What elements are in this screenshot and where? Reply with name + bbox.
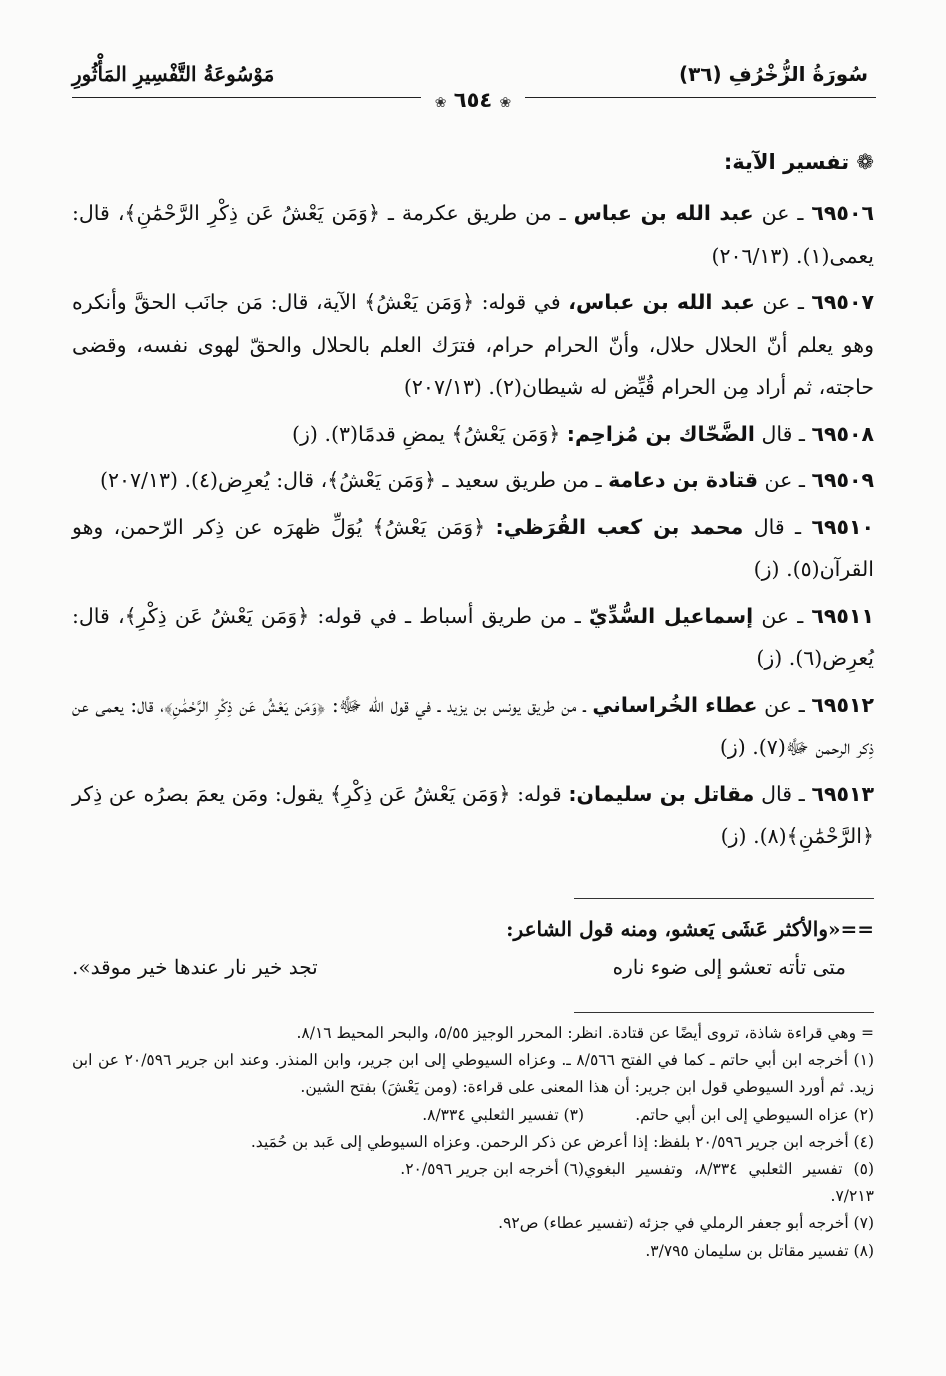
entry-connector: ـ عن: [761, 201, 804, 225]
entry-connector: ـ قال: [753, 514, 802, 539]
flower-icon: ❁: [856, 150, 874, 174]
narrator-name: مقاتل بن سليمان:: [568, 781, 755, 806]
entry: [72, 684, 874, 769]
entry-text: ـ من طريق عكرمة ـ ﴿وَمَن يَعْشُ عَن ذِكْرِ الرَّحْمَٰنِ﴾، قال: يعمى(١).: [72, 201, 874, 268]
book-title: مَوْسُوعَةُ التَّفْسِيرِ المَأْثُورِ: [72, 62, 275, 86]
narrator-name: عبد الله بن عباس: [573, 201, 754, 225]
footnote-divider: [574, 898, 874, 899]
footnote: (٢) عزاه السيوطي إلى ابن أبي حاتم.: [635, 1105, 874, 1124]
entry-number: ٦٩٥٠٩: [811, 468, 874, 492]
entry: [72, 459, 874, 502]
narrator-name: الضَّحّاك بن مُزاحِم:: [566, 421, 755, 446]
entry: [72, 773, 874, 858]
continued-quote: [72, 910, 874, 986]
verse-first-hemistich: متى تأته تعشو إلى ضوء ناره: [612, 955, 846, 979]
entry-connector: ـ عن: [764, 468, 805, 492]
entry: [72, 595, 874, 680]
narrator-name: عطاء الخُراساني: [592, 692, 758, 717]
entry: [72, 281, 874, 409]
footnote: (٥) تفسير الثعلبي ٨/٣٣٤، وتفسير البغوي ٧/٢١٣.: [584, 1160, 874, 1206]
footnote: (٣) تفسير الثعلبي ٨/٣٣٤.: [422, 1105, 584, 1124]
entry-connector: ـ عن: [761, 603, 804, 628]
footnote: (٦) أخرجه ابن جرير ٢٠/٥٩٦.: [400, 1160, 584, 1179]
footnotes: [72, 1020, 874, 1265]
entry-number: ٦٩٥١٠: [811, 514, 874, 539]
entry-connector: ـ قال: [761, 421, 805, 446]
entry-reference: (٢٠٧/١٣): [403, 375, 482, 399]
entry-text: قوله: ﴿وَمَن يَعْشُ عَن ذِكْرِ﴾ يقول: ومَن يعمَ بصرُه عن ذِكر ﴿الرَّحْمَٰنِ﴾(٨).: [72, 781, 874, 848]
page-number: ٦٥٤: [453, 88, 493, 112]
footnote-pair: [72, 1156, 874, 1210]
verse-second-hemistich: تجد خير نار عندها خير موقد».: [72, 955, 318, 979]
entry-number: ٦٩٥٠٦: [811, 201, 874, 225]
entry-text: ﴿وَمَن يَعْشُ﴾ يُوَلِّ ظهرَه عن ذِكر الرّحمن، وهو القرآن(٥).: [72, 514, 874, 581]
entry-text: ـ من طريق أسباط ـ في قوله: ﴿وَمَن يَعْشُ عَن ذِكْرِ﴾، قال: يُعرِض(٦).: [72, 603, 874, 670]
ornament-icon: ❀: [434, 95, 447, 111]
entries-body: [72, 192, 874, 862]
entry-number: ٦٩٥١٢: [811, 692, 874, 717]
entry-text: ﴿وَمَن يَعْشُ﴾ يمضِ قدمًا(٣).: [324, 421, 561, 446]
entry: [72, 506, 874, 591]
entry-text: ـ من طريق يونس بن يزيد ـ في قول الله ﷻ: ﴿وَمَن يَعْشُ عَن ذِكْرِ الرَّحْمَٰنِ﴾، قال: يعمى عن ذِكر الرحمن ﷻ(٧).: [72, 692, 874, 759]
entry: [72, 413, 874, 456]
footnote: (٧) أخرجه أبو جعفر الرملي في جزئه (تفسير عطاء) ص٩٢.: [498, 1214, 874, 1233]
entry-reference: (٢٠٦/١٣): [711, 243, 790, 268]
narrator-name: قتادة بن دعامة: [608, 468, 759, 492]
entry-connector: ـ قال: [761, 781, 805, 806]
quote-intro: ==«والأكثر عَشَى يَعشو، ومنه قول الشاعر:: [506, 917, 874, 941]
narrator-name: عبد الله بن عباس،: [568, 290, 755, 314]
entry-reference: (ز): [292, 421, 318, 446]
entry-number: ٦٩٥١١: [811, 603, 874, 628]
entry: [72, 192, 874, 277]
entry-text: ـ من طريق سعيد ـ ﴿وَمَن يَعْشُ﴾، قال: يُعرِض(٤).: [184, 468, 602, 492]
entry-reference: (ز): [753, 557, 780, 581]
footnote-pair: [72, 1102, 874, 1129]
footnote: (١) أخرجه ابن أبي حاتم ـ كما في الفتح ٨/٥٦٦ ـ. وعزاه السيوطي إلى ابن جرير، وابن المنذر. وعند ابن جرير ٢٠/٥٩٦ عن ابن زيد. ثم أورد السيوطي قول ابن جرير: أن هذا المعنى على قراءة: (ومن يَعْشَ) بفتح الشين.: [72, 1051, 874, 1097]
footnote-divider: [574, 1012, 874, 1013]
surah-title: سُورَةُ الزُّخْرُفِ (٣٦): [678, 62, 868, 86]
entry-number: ٦٩٥١٣: [811, 781, 874, 806]
page-number-wrap: [0, 88, 946, 112]
entry-reference: (ز): [719, 735, 746, 759]
poetry-verse: [72, 948, 874, 986]
entry-connector: ـ عن: [762, 290, 804, 314]
section-heading: [724, 150, 874, 174]
ornament-icon: ❀: [499, 95, 512, 111]
footnote: (٤) أخرجه ابن جرير ٢٠/٥٩٦ بلفظ: إذا أعرض عن ذكر الرحمن. وعزاه السيوطي إلى عَبد بن حُمَيد.: [250, 1132, 874, 1151]
narrator-name: محمد بن كعب القُرَظي:: [495, 514, 744, 539]
page-number-box: [421, 88, 526, 112]
entry-connector: ـ عن: [764, 692, 805, 717]
entry-number: ٦٩٥٠٧: [811, 290, 874, 314]
entry-reference: (ز): [720, 824, 747, 848]
footnote: (٨) تفسير مقاتل بن سليمان ٣/٧٩٥.: [645, 1241, 874, 1260]
section-heading-text: تفسير الآية:: [723, 150, 850, 174]
footnote: = وهي قراءة شاذة، تروى أيضًا عن قتادة. انظر: المحرر الوجيز ٥/٥٥، والبحر المحيط ٨/١٦.: [296, 1024, 874, 1042]
entry-reference: (٢٠٧/١٣): [100, 468, 178, 492]
entry-number: ٦٩٥٠٨: [811, 421, 874, 446]
entry-reference: (ز): [756, 646, 783, 670]
entry-text: في قوله: ﴿وَمَن يَعْشُ﴾ الآية، قال: مَن جانَب الحقَّ وأنكره وهو يعلم أنّ الحلال حلال، وأنّ الحرام حرام، فترَك العلم بالحلال والحقّ لهوى نفسه، وقضى حاجته، ثم أراد مِن الحرام قُيِّض له شيطان(٢).: [72, 290, 874, 399]
narrator-name: إسماعيل السُّدِّيّ: [588, 603, 754, 628]
